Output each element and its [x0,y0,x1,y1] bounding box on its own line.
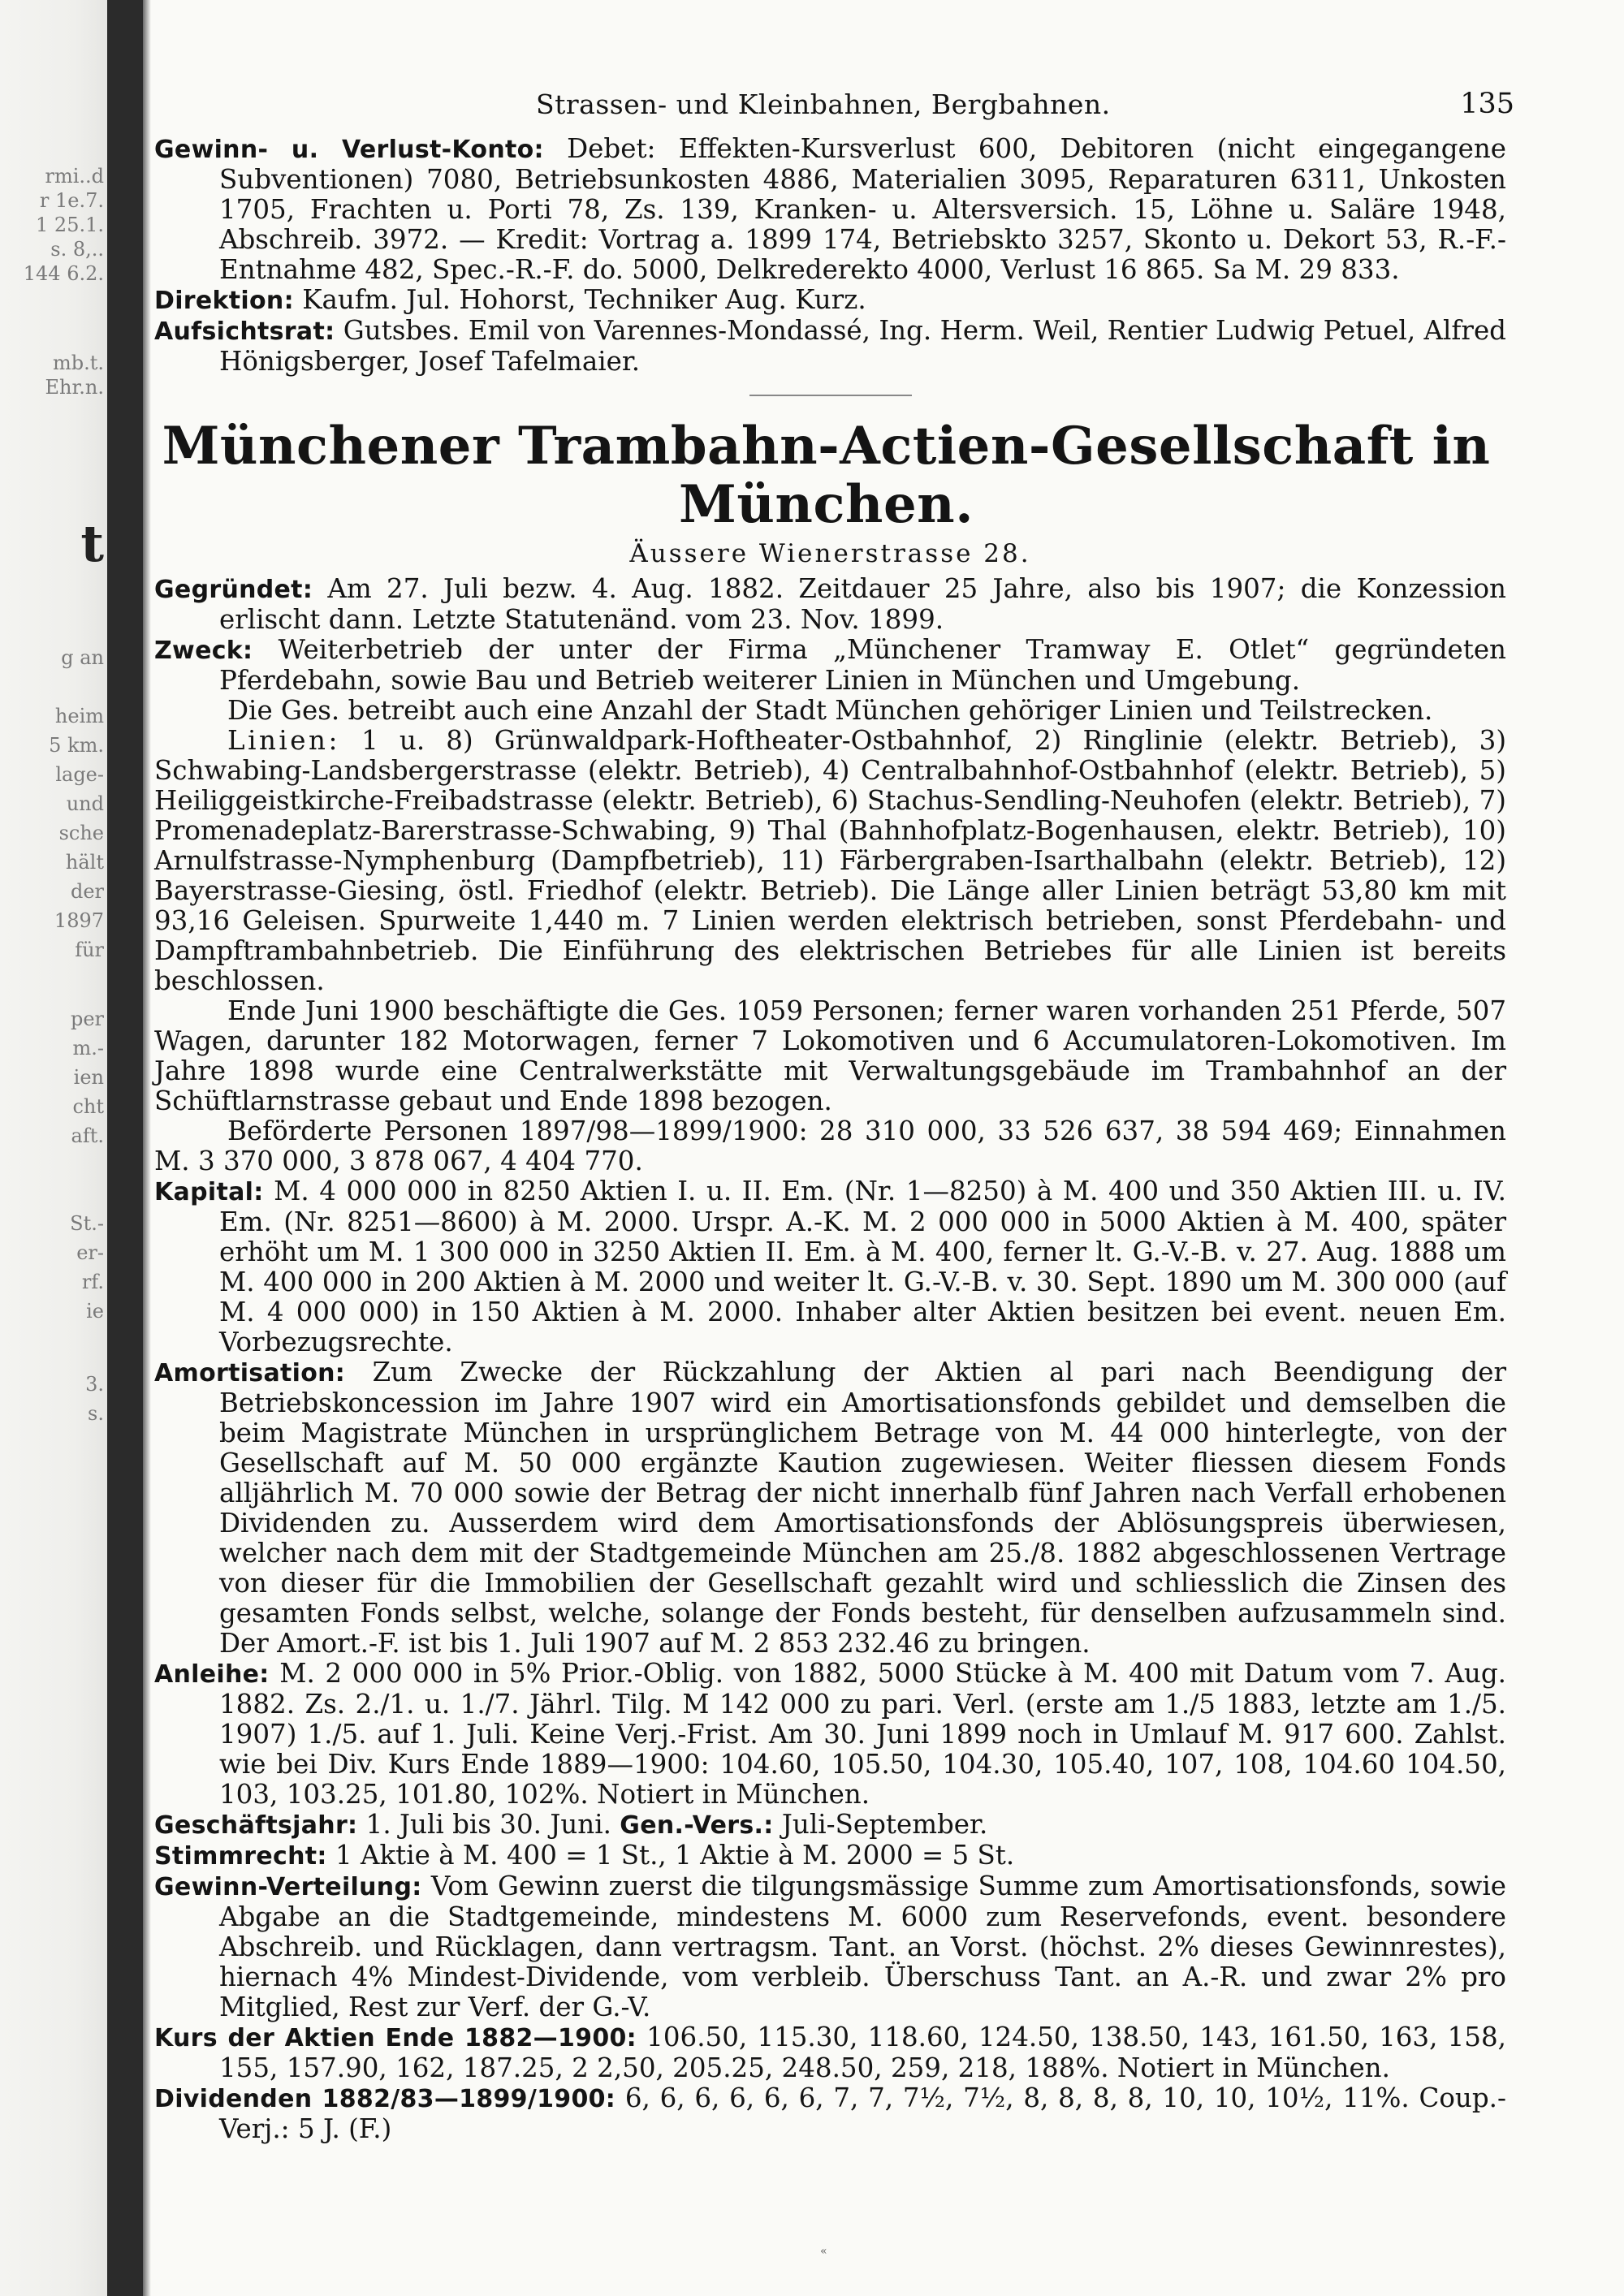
margin-fragment: St.- [70,1212,104,1235]
margin-fragment: s. [88,1402,104,1425]
margin-fragment: er- [76,1241,104,1264]
margin-fragment: cht [72,1095,104,1118]
aufsichtsrat-paragraph [154,316,1506,377]
company-title: Münchener Trambahn-Actien-Gesellschaft in München. [162,416,1491,535]
margin-fragment: 1 25.1. [36,214,104,236]
margin-fragment: g an [61,646,104,669]
margin-fragment-large: t [80,514,104,573]
linien-label: Linien: [227,725,340,756]
margin-fragment: rf. [81,1271,104,1293]
zweck-text: Weiterbetrieb der unter der Firma „Münchener Tramway E. Otlet“ gegründeten Pferdebahn, sowie Bau und Betrieb weiterer Linien in München und Umgebung. [219,634,1506,696]
gegruendet-text: Am 27. Juli bezw. 4. Aug. 1882. Zeitdauer 25 Jahre, also bis 1907; die Konzession erlischt dann. Letzte Statutenänd. vom 23. Nov. 1899. [219,573,1506,635]
margin-fragment: 3. [85,1373,104,1396]
left-page-margin [0,0,107,2296]
margin-fragment: r 1e.7. [39,189,104,212]
section-divider [749,395,912,396]
anleihe-label: Anleihe: [154,1660,270,1689]
direktion-text: Kaufm. Jul. Hohorst, Techniker Aug. Kurz. [293,284,866,315]
dividenden-text: 6, 6, 6, 6, 6, 6, 7, 7, 7½, 7½, 8, 8, 8, 8, 10, 10, 10½, 11%. Coup.-Verj.: 5 J. (F.) [219,2082,1506,2144]
gv-konto-paragraph [154,134,1506,285]
margin-fragment: 5 km. [49,734,104,757]
margin-fragment: s. 8,.. [50,238,104,261]
linien-paragraph [154,726,1506,996]
kurs-aktien-label: Kurs der Aktien Ende 1882—1900: [154,2024,637,2052]
margin-fragment: mb.t. [52,352,104,374]
gewinn-verteilung-paragraph [154,1871,1506,2022]
kurs-aktien-text: 106.50, 115.30, 118.60, 124.50, 138.50, 143, 161.50, 163, 158, 155, 157.90, 162, 187.25, 2 2,50, 205.25, 248.50, 259, 218, 188%. Notiert in München. [219,2022,1506,2083]
gewinn-verteilung-label: Gewinn-Verteilung: [154,1873,422,1901]
linien-text: 1 u. 8) Grünwaldpark-Hoftheater-Ostbahnhof, 2) Ringlinie (elektr. Betrieb), 3) Schwabing-Landsbergerstrasse (elektr. Betrieb), 4) Centralbahnhof-Ostbahnhof (elektr. Betrieb), 5) Heiliggeistkirche-Freibadstrasse (elektr. Betrieb), 6) Stachus-Sendling-Neuhofen (elektr. Betrieb), 7) Promenadeplatz-Barerstrasse-Schwabing, 9) Thal (Bahnhofplatz-Bogenhausen, elektr. Betrieb), 10) Arnulfstrasse-Nymphenburg (Dampfbetrieb), 11) Färbergraben-Isarthalbahn (elektr. Betrieb), 12) Bayerstrasse-Giesing, östl. Friedhof (elektr. Betrieb). Die Länge aller Linien beträgt 53,80 km mit 93,16 Geleisen. Spurweite 1,440 m. 7 Linien werden elektrisch betrieben, sonst Pferdebahn- und Dampftrambahnbetrieb. Die Einführung des elektrischen Betriebes für alle Linien ist bereits beschlossen. [154,725,1506,996]
gv-konto-label: Gewinn- u. Verlust-Konto: [154,136,544,164]
company-address: Äussere Wienerstrasse 28. [629,539,1031,568]
gegruendet-paragraph [154,574,1506,635]
anleihe-text: M. 2 000 000 in 5% Prior.-Oblig. von 1882, 5000 Stücke à M. 400 mit Datum vom 7. Aug. 1882. Zs. 2./1. u. 1./7. Jährl. Tilg. M 142 000 zu pari. Verl. (erste am 1./5 1883, letzte am 1./5. 1907) 1./5. auf 1. Juli. Keine Verj.-Frist. Am 30. Juni 1899 noch in Umlauf M. 917 600. Zahlst. wie bei Div. Kurs Ende 1889—1900: 104.60, 105.50, 104.30, 105.40, 107, 108, 104.60 104.50, 103, 103.25, 101.80, 102%. Notiert in München. [219,1658,1506,1810]
margin-fragment: heim [54,705,104,727]
gegruendet-label: Gegründet: [154,576,313,604]
geschaeftsjahr-text: 1. Juli bis 30. Juni. [357,1809,620,1840]
margin-fragment: der [70,880,104,903]
dividenden-paragraph [154,2083,1506,2144]
anleihe-paragraph [154,1659,1506,1810]
gen-vers-text: Juli-September. [773,1809,988,1840]
kapital-label: Kapital: [154,1178,264,1206]
aufsichtsrat-label: Aufsichtsrat: [154,317,335,346]
amortisation-label: Amortisation: [154,1359,346,1388]
margin-fragment: aft. [71,1124,104,1147]
margin-fragment: lage- [55,763,104,786]
running-title: Strassen- und Kleinbahnen, Bergbahnen. [536,88,1111,120]
direktion-label: Direktion: [154,287,294,315]
margin-fragment: hält [65,851,104,874]
stimmrecht-label: Stimmrecht: [154,1842,327,1871]
margin-fragment: m.- [72,1037,104,1060]
stimmrecht-text: 1 Aktie à M. 400 = 1 St., 1 Aktie à M. 2000 = 5 St. [326,1840,1015,1871]
kapital-paragraph [154,1176,1506,1357]
footer-mark: « [820,2245,827,2258]
amortisation-text: Zum Zwecke der Rückzahlung der Aktien al pari nach Beendigung der Betriebskoncession im Jahre 1907 wird ein Amortisationsfonds gebildet und demselben die beim Magistrate München in ursprünglichem Betrage von M. 44 000 hinterlegte, von der Gesellschaft auf M. 50 000 ergänzte Kaution zugewiesen. Weiter fliessen diesem Fonds alljährlich M. 70 000 sowie der Betrag der nicht innerhalb fünf Jahren nach Verfall erhobenen Dividenden zu. Ausserdem wird dem Amortisationsfonds der Ablösungspreis überwiesen, welcher nach dem mit der Stadtgemeinde München am 25./8. 1882 abgeschlossenen Vertrage von dieser für die Immobilien der Gesellschaft gezahlt wird und schliesslich die Zinsen des gesamten Fonds selbst, welche, solange der Fonds besteht, für denselben aufzusammeln sind. Der Amort.-F. ist bis 1. Juli 1907 auf M. 2 853 232.46 zu bringen. [219,1357,1506,1659]
gen-vers-label: Gen.-Vers.: [620,1811,774,1840]
margin-fragment: rmi..d [45,165,104,188]
kurs-aktien-paragraph [154,2022,1506,2083]
stimmrecht-paragraph [154,1841,1506,1871]
zweck-paragraph-2: Die Ges. betreibt auch eine Anzahl der Stadt München gehöriger Linien und Teilstrecken. [227,695,1433,726]
margin-fragment: per [70,1008,104,1030]
margin-fragment: für [75,939,104,961]
dividenden-label: Dividenden 1882/83—1899/1900: [154,2085,616,2113]
margin-fragment: 144 6.2. [23,262,104,285]
margin-fragment: 1897 [54,909,104,932]
page-header [154,88,1514,134]
gv-konto-text: Debet: Effekten-Kursverlust 600, Debitoren (nicht eingegangene Subventionen) 7080, Betriebsunkosten 4886, Materialien 3095, Reparaturen 6311, Unkosten 1705, Frachten u. Porti 78, Zs. 139, Kranken- u. Altersversich. 15, Löhne u. Saläre 1948, Abschreib. 3972. — Kredit: Vortrag a. 1899 174, Betriebskto 3257, Skonto u. Dekort 53, R.-F.-Entnahme 482, Spec.-R.-F. do. 5000, Delkrederekto 4000, Verlust 16 865. Sa M. 29 833. [219,133,1507,285]
amortisation-paragraph [154,1357,1506,1659]
page-number: 135 [1460,88,1514,120]
aufsichtsrat-text: Gutsbes. Emil von Varennes-Mondassé, Ing. Herm. Weil, Rentier Ludwig Petuel, Alfred Hönigsberger, Josef Tafelmaier. [219,315,1506,377]
direktion-paragraph [154,285,1506,316]
geschaeftsjahr-label: Geschäftsjahr: [154,1811,358,1840]
zweck-paragraph [154,635,1506,696]
ende-juni-paragraph: Ende Juni 1900 beschäftigte die Ges. 1059 Personen; ferner waren vorhanden 251 Pferde, 507 Wagen, darunter 182 Motorwagen, ferner 7 Lokomotiven und 6 Accumulatoren-Lokomotiven. Im Jahre 1898 wurde eine Centralwerkstätte mit Verwaltungsgebäude im Trambahnhof an der Schüftlarnstrasse gebaut und Ende 1898 bezogen. [154,995,1506,1116]
gewinn-verteilung-text: Vom Gewinn zuerst die tilgungsmässige Summe zum Amortisationsfonds, sowie Abgabe an die Stadtgemeinde, mindestens M. 6000 zum Reservefonds, event. besondere Abschreib. und Rücklagen, dann vertragsm. Tant. an Vorst. (höchst. 2% dieses Gewinnrestes), hiernach 4% Mindest-Dividende, vom verbleib. Überschuss Tant. an A.-R. und zwar 2% pro Mitglied, Rest zur Verf. der G.-V. [219,1871,1506,2022]
befoerderte-paragraph: Beförderte Personen 1897/98—1899/1900: 28 310 000, 33 526 637, 38 594 469; Einnahmen M. 3 370 000, 3 878 067, 4 404 770. [154,1116,1506,1176]
margin-fragment: ie [86,1300,104,1323]
margin-fragment: und [66,792,104,815]
book-gutter [107,0,143,2296]
margin-fragment: sche [58,822,104,844]
page-content [154,88,1514,2144]
geschaeftsjahr-paragraph [154,1810,1506,1841]
gutter-shadow [143,0,151,2296]
margin-fragment: ien [73,1066,104,1089]
zweck-label: Zweck: [154,637,253,665]
margin-fragment: Ehr.n. [45,376,104,399]
kapital-text: M. 4 000 000 in 8250 Aktien I. u. II. Em. (Nr. 1—8250) à M. 400 und 350 Aktien III. u. IV. Em. (Nr. 8251—8600) à M. 2000. Urspr. A.-K. M. 2 000 000 in 5000 Aktien à M. 400, später erhöht um M. 1 300 000 in 3250 Aktien II. Em. à M. 400, ferner lt. G.-V.-B. v. 27. Aug. 1888 um M. 400 000 in 200 Aktien à M. 2000 und weiter lt. G.-V.-B. v. 30. Sept. 1890 um M. 300 000 (auf M. 4 000 000) in 150 Aktien à M. 2000. Inhaber alter Aktien besitzen bei event. neuen Em. Vorbezugsrechte. [219,1176,1506,1357]
